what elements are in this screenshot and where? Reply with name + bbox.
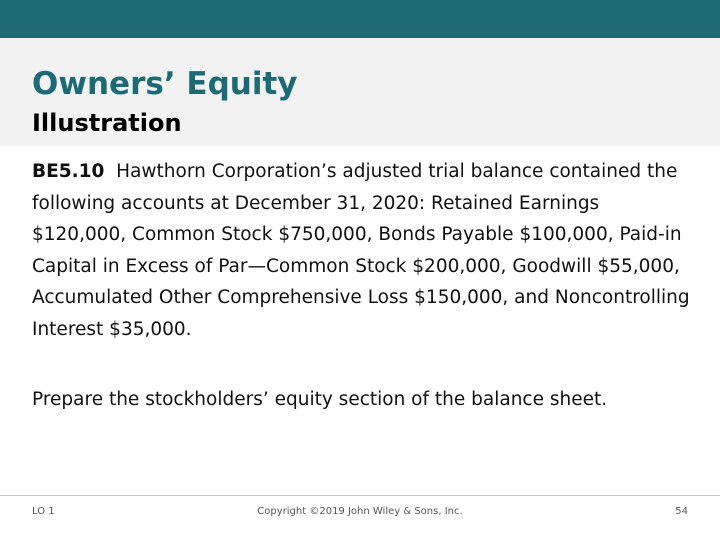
slide-title: Owners’ Equity xyxy=(32,66,298,102)
exercise-prompt: Prepare the stockholders’ equity section of the balance sheet. xyxy=(32,389,608,410)
top-accent-bar xyxy=(0,0,720,38)
exercise-text: Hawthorn Corporation’s adjusted trial balance contained the following accounts at December 31, 2020: Retained Earnings $120,000, Common Stock $750,000, Bonds Payable $100,000, Paid-in Capital in Excess of Par—Common Stock $200,000, Goodwill $55,000, Accumulated Other Comprehensive Loss $150,000, and Noncontrolling Interest $35,000. xyxy=(32,161,690,340)
exercise-paragraph xyxy=(32,156,692,345)
slide-subtitle: Illustration xyxy=(32,109,182,137)
footer-page-number: 54 xyxy=(675,506,688,517)
footer-divider xyxy=(0,495,720,496)
footer-copyright: Copyright ©2019 John Wiley & Sons, Inc. xyxy=(257,506,463,517)
footer-learning-objective: LO 1 xyxy=(32,506,55,517)
exercise-id: BE5.10 xyxy=(32,161,105,182)
